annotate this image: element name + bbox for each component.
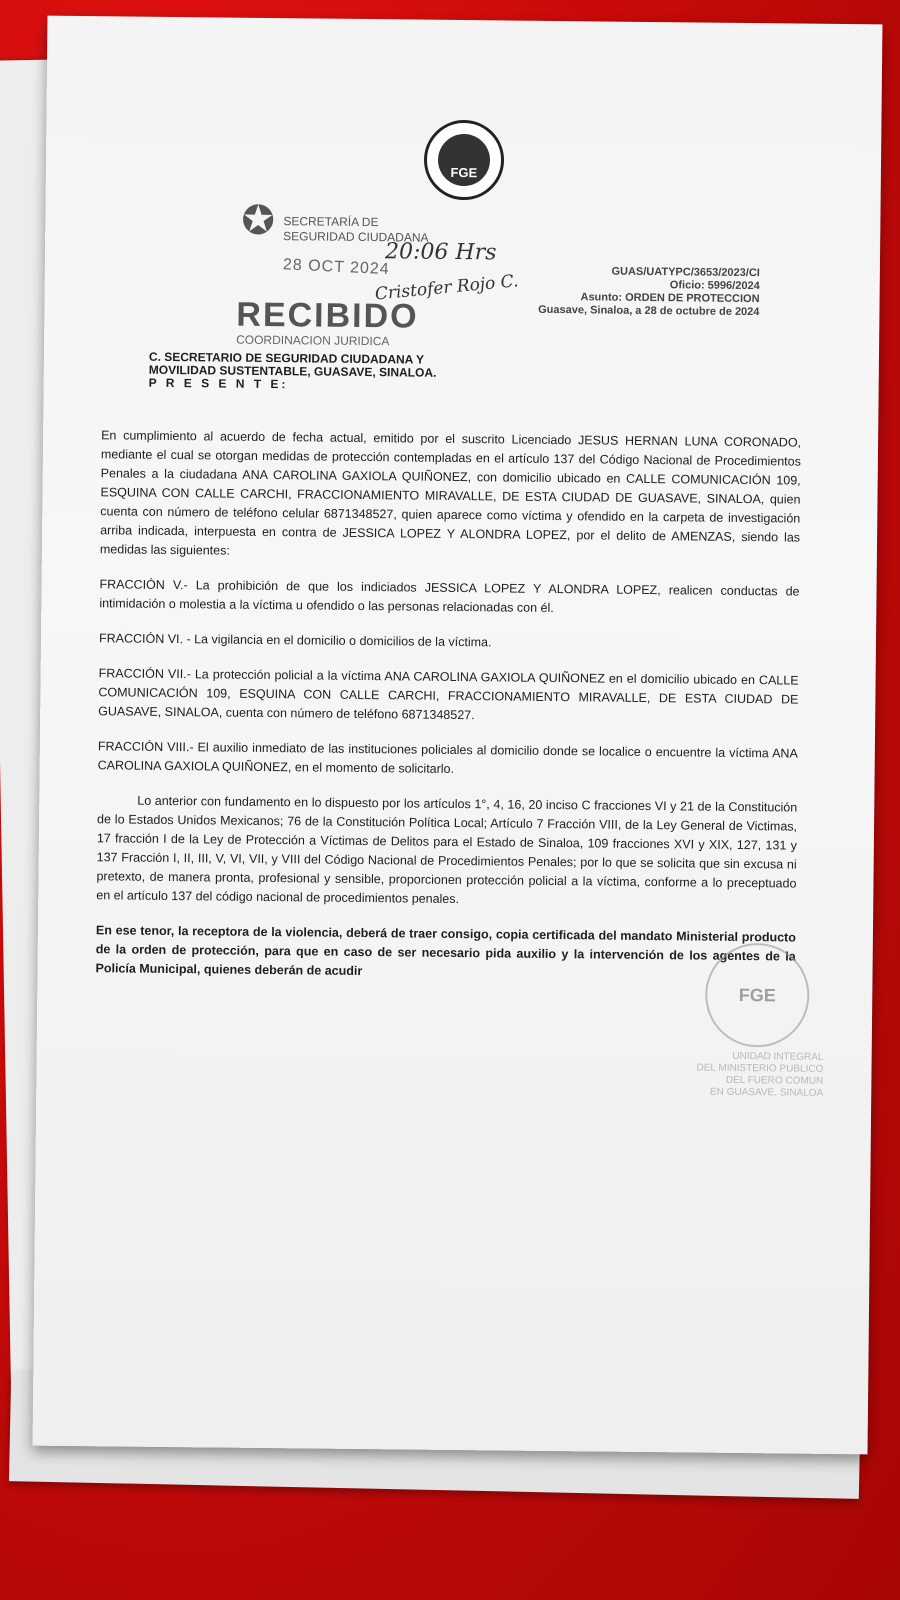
tenor-paragraph: En ese tenor, la receptora de la violencia, deberá de traer consigo, copia certificada del mandato Ministerial producto de la orden de protección, para que en caso de ser necesario pida auxilio y la intervención de los agentes de la Policía Municipal, quienes deberán de acudir: [95, 923, 796, 979]
seal-line: DEL MINISTERIO PUBLICO: [696, 1062, 824, 1075]
fraccion-vi: FRACCIÓN VI. - La vigilancia en el domicilio o domicilios de la víctima.: [98, 631, 492, 650]
intro-paragraph: En cumplimiento al acuerdo de fecha actual, emitido por el suscrito Licenciado JESUS HERNAN LUNA CORONADO, mediante el cual se otorgan medidas de protección contempladas en el artículo 137 del Código Nacional de Procedimientos Penales a la ciudadana ANA CAROLINA GAXIOLA QUIÑONEZ, con domicilio ubicado en CALLE COMUNICACIÓN 109, ESQUINA CON CALLE CARCHI, FRACCIONAMIENTO MIRAVALLE, DE ESTA CIUDAD DE GUASAVE, SINALOA, quien cuenta con número de teléfono celular 6871348527, quien aparece como víctima y ofendido en la carpeta de investigación arriba indicada, interpuesta en contra de JESSICA LOPEZ Y ALONDRA LOPEZ, por el delito de AMENZAS, siendo las medidas las siguientes:: [99, 428, 802, 558]
fge-seal-text: FGE: [738, 984, 776, 1005]
addressee-block: [149, 351, 437, 393]
fraccion-v: FRACCIÓN V.- La prohibición de que los indiciados JESSICA LOPEZ Y ALONDRA LOPEZ, realicen conductas de intimidación o molestia a la víctima u ofendido o las personas relacionadas con él.: [99, 577, 800, 616]
fraccion-vii: FRACCIÓN VII.- La protección policial a la víctima ANA CAROLINA GAXIOLA QUIÑONEZ en el domicilio ubicado en CALLE COMUNICACIÓN 109, ESQUINA CON CALLE CARCHI, FRACCIONAMIENTO MIRAVALLE, DE ESTA CIUDAD DE GUASAVE, SINALOA, cuenta con número de teléfono 6871348527.: [98, 666, 799, 723]
subject: Asunto: ORDEN DE PROTECCION: [580, 291, 760, 306]
coordination-label: COORDINACION JURIDICA: [236, 332, 390, 349]
stamp-date: 28 OCT 2024: [282, 256, 391, 279]
fundamento-paragraph: Lo anterior con fundamento en lo dispuesto por los artículos 1°, 4, 16, 20 inciso C fracciones VI y 21 de la Constitución de lo Estados Unidos Mexicanos; 76 de la Constitución Política Local; Artículo 7 Fracción VIII, de la Ley General de Victimas, 17 fracción I de la Ley de Protección a Víctimas de Delitos para el Estado de Sinaloa, 109 fracciones XVI y XIX, 127, 131 y 137 Fracción I, II, III, V, VI, VII, y VIII del Código Nacional de Procedimientos Penales; por lo que se solicita que sin excusa ni pretexto, de manera pronta, profesional y sensible, proporcionen protección policial a la víctima, conforme a lo preceptuado en el artículo 137 del código nacional de procedimientos penales.: [96, 793, 798, 907]
stamp-line: SECRETARÍA DE: [283, 214, 379, 230]
letter-body: [95, 426, 801, 1001]
fge-logo: [424, 120, 505, 201]
handwritten-signature: Cristofer Rojo C.: [374, 271, 520, 305]
seal-line: DEL FUERO COMUN: [725, 1074, 824, 1087]
seal-line: EN GUASAVE, SINALOA: [709, 1086, 824, 1099]
oficio-number: Oficio: 5996/2024: [669, 279, 760, 293]
place-date: Guasave, Sinaloa, a 28 de octubre de 2024: [538, 303, 760, 319]
handwritten-time: 20:06 Hrs: [384, 239, 497, 266]
seal-line: UNIDAD INTEGRAL: [732, 1050, 824, 1063]
reference-block: [538, 265, 760, 319]
document-page: [33, 16, 883, 1455]
addressee-line: MOVILIDAD SUSTENTABLE, GUASAVE, SINALOA.: [148, 362, 437, 380]
received-stamp: RECIBIDO: [236, 295, 419, 336]
presente-label: P R E S E N T E:: [148, 375, 289, 392]
addressee-line: C. SECRETARIO DE SEGURIDAD CIUDADANA Y: [148, 349, 425, 367]
fraccion-viii: FRACCIÓN VIII.- El auxilio inmediato de las instituciones policiales al domicilio donde se localice o encuentre la víctima ANA CAROLINA GAXIOLA QUIÑONEZ, en el momento de solicitarlo.: [97, 739, 798, 776]
fge-seal: [705, 943, 810, 1048]
fge-logo-text: FGE: [438, 134, 491, 187]
case-number: GUAS/UATYPC/3653/2023/CI: [611, 265, 760, 280]
seal-subtext: [696, 1051, 823, 1100]
security-star-icon: ✪: [241, 198, 276, 244]
stamp-line: SEGURIDAD CIUDADANA: [283, 229, 429, 245]
